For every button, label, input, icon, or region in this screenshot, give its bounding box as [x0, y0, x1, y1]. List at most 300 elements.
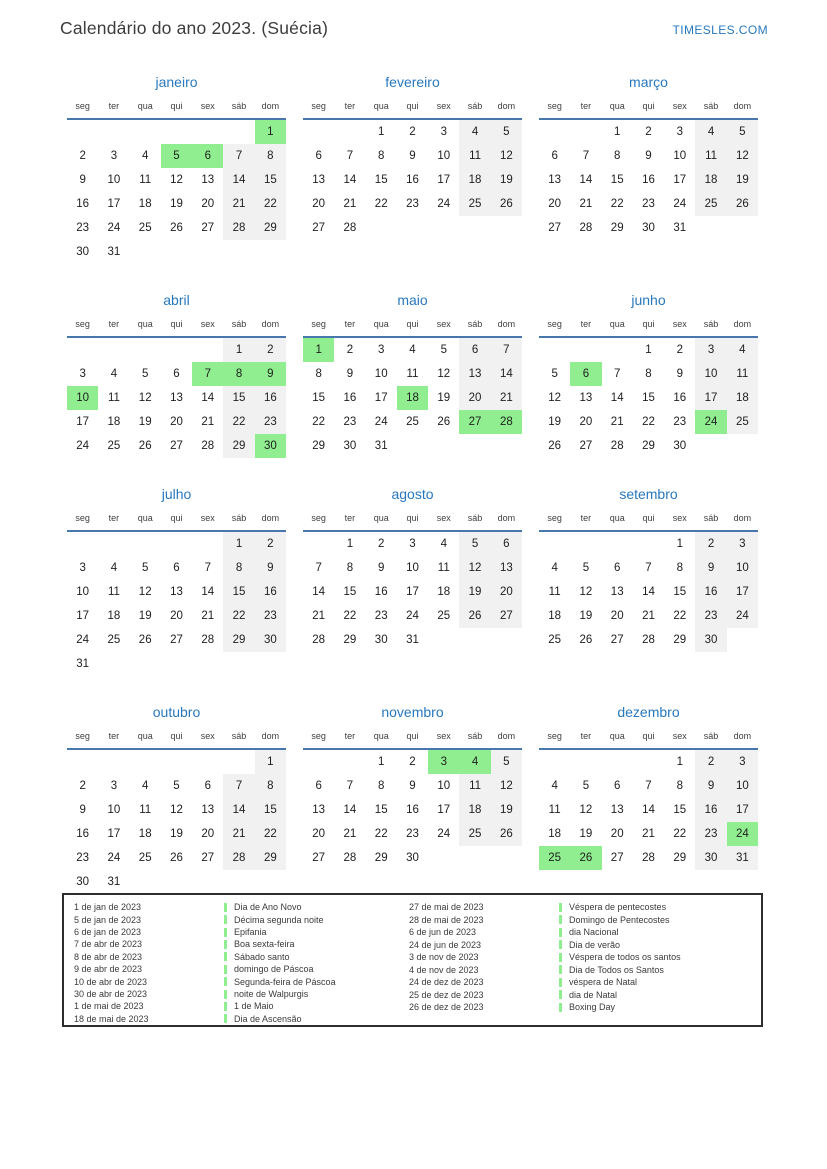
week-row	[67, 168, 286, 192]
day-cell: 21	[312, 610, 326, 622]
week-row	[67, 798, 286, 822]
legend-label: Véspera de pentecostes	[569, 902, 667, 913]
day-cell: 4	[459, 750, 490, 774]
legend-date: 30 de abr de 2023	[74, 989, 148, 1000]
weekday-header-cell: dom	[497, 101, 516, 111]
week-row	[67, 144, 286, 168]
legend-label: véspera de Natal	[569, 977, 638, 988]
month-calendar	[539, 482, 758, 652]
day-cell: 22	[312, 416, 326, 428]
week-row	[539, 556, 758, 580]
day-cell: 26	[170, 222, 183, 234]
legend-entry	[74, 913, 409, 925]
day-cell: 20	[548, 198, 562, 210]
weekday-header-cell: sex	[200, 319, 215, 329]
empty-day-cell	[303, 532, 334, 556]
empty-day-cell	[130, 870, 161, 894]
day-cell: 3	[727, 750, 758, 774]
day-cell: 6	[614, 780, 621, 792]
weekday-header-cell: ter	[344, 731, 356, 741]
day-cell: 1	[645, 344, 652, 356]
empty-day-cell	[98, 532, 129, 556]
week-row	[539, 580, 758, 604]
weekday-header-cell: sáb	[467, 319, 483, 329]
day-cell: 16	[76, 198, 90, 210]
legend-entry	[74, 938, 409, 950]
weekday-header-cell: seg	[311, 513, 326, 523]
day-cell: 23	[374, 610, 388, 622]
day-cell: 12	[548, 392, 562, 404]
empty-day-cell	[727, 434, 758, 458]
day-cell: 6	[173, 368, 180, 380]
day-cell: 28	[343, 852, 357, 864]
day-cell: 12	[491, 144, 522, 168]
legend-date: 10 de abr de 2023	[74, 976, 148, 987]
day-cell: 30	[255, 628, 286, 652]
empty-day-cell	[397, 434, 428, 458]
weekday-header-cell: ter	[580, 319, 592, 329]
day-cell: 19	[437, 392, 451, 404]
empty-day-cell	[161, 532, 192, 556]
empty-day-cell	[397, 216, 428, 240]
day-cell: 30	[343, 440, 357, 452]
day-cell: 6	[315, 780, 322, 792]
day-cell: 11	[437, 562, 450, 574]
weekday-header-cell: ter	[580, 101, 592, 111]
day-cell: 27	[312, 852, 326, 864]
empty-day-cell	[428, 846, 459, 870]
day-cell: 13	[459, 362, 490, 386]
day-cell: 22	[255, 192, 286, 216]
day-cell: 3	[727, 532, 758, 556]
weekday-header-row	[539, 314, 758, 338]
week-row	[303, 822, 522, 846]
timesles-link[interactable]: TIMESLES.COM	[672, 23, 768, 37]
day-cell: 8	[346, 562, 354, 574]
week-row	[303, 580, 522, 604]
day-cell: 9	[79, 174, 86, 186]
day-cell: 24	[695, 410, 726, 434]
day-cell: 1	[676, 538, 683, 550]
day-cell: 1	[614, 126, 621, 138]
day-cell: 16	[406, 174, 419, 186]
month-title: novembro	[381, 704, 444, 720]
legend-date: 28 de mai de 2023	[409, 914, 484, 925]
weekday-header-cell: dom	[497, 319, 516, 329]
day-cell: 3	[110, 780, 118, 792]
day-cell: 20	[579, 416, 593, 428]
day-cell: 25	[107, 634, 121, 646]
day-cell: 10	[673, 150, 687, 162]
day-cell: 21	[223, 192, 254, 216]
day-cell: 31	[107, 876, 121, 888]
weekday-header-cell: dom	[261, 101, 280, 111]
day-cell: 24	[437, 828, 451, 840]
day-cell: 2	[695, 532, 726, 556]
day-cell: 3	[79, 368, 86, 380]
day-cell: 11	[459, 774, 490, 798]
legend-date: 1 de jan de 2023	[74, 902, 142, 913]
legend-date: 6 de jun de 2023	[409, 927, 477, 938]
empty-day-cell	[303, 120, 334, 144]
weekday-header-row	[67, 726, 286, 750]
weekday-header-cell: qua	[609, 101, 625, 111]
day-cell: 19	[579, 828, 593, 840]
day-cell: 12	[579, 586, 593, 598]
weekday-header-cell: qui	[170, 319, 183, 329]
weekday-header-cell: sáb	[467, 731, 483, 741]
weekday-header-row	[303, 508, 522, 532]
day-cell: 25	[459, 822, 490, 846]
months-grid	[67, 70, 758, 894]
day-cell: 22	[642, 416, 655, 428]
day-cell: 26	[138, 634, 152, 646]
day-cell: 9	[255, 362, 286, 386]
weekday-header-cell: ter	[108, 513, 120, 523]
weekday-header-cell: seg	[547, 319, 562, 329]
day-cell: 3	[79, 562, 86, 574]
week-row	[303, 774, 522, 798]
legend-label: Dia de Ascensão	[234, 1013, 302, 1024]
day-cell: 4	[110, 368, 118, 380]
week-row	[539, 774, 758, 798]
day-cell: 22	[343, 610, 357, 622]
day-cell: 8	[255, 774, 286, 798]
day-cell: 11	[459, 144, 490, 168]
day-cell: 19	[170, 828, 183, 840]
month-calendar	[539, 700, 758, 870]
empty-day-cell	[695, 216, 726, 240]
week-row	[303, 846, 522, 870]
day-cell: 27	[201, 852, 215, 864]
empty-day-cell	[67, 338, 98, 362]
day-cell: 4	[551, 780, 558, 792]
day-cell: 8	[378, 780, 385, 792]
day-cell: 11	[107, 392, 120, 404]
day-cell: 26	[437, 416, 451, 428]
day-cell: 24	[437, 198, 451, 210]
week-row	[67, 628, 286, 652]
empty-day-cell	[602, 338, 633, 362]
legend-date: 4 de nov de 2023	[409, 964, 479, 975]
day-cell: 17	[76, 416, 90, 428]
day-cell: 23	[255, 410, 286, 434]
empty-day-cell	[539, 338, 570, 362]
day-cell: 6	[570, 362, 601, 386]
day-cell: 29	[673, 634, 687, 646]
legend-label: dia Nacional	[569, 927, 619, 938]
day-cell: 21	[610, 416, 624, 428]
empty-day-cell	[192, 870, 223, 894]
empty-day-cell	[602, 750, 633, 774]
day-cell: 3	[440, 126, 447, 138]
weekday-header-cell: ter	[344, 513, 356, 523]
day-cell: 22	[673, 828, 687, 840]
day-cell: 18	[548, 610, 562, 622]
empty-day-cell	[192, 120, 223, 144]
day-cell: 7	[346, 780, 354, 792]
day-cell: 27	[579, 440, 593, 452]
day-cell: 22	[223, 604, 254, 628]
day-cell: 24	[374, 416, 388, 428]
day-cell: 7	[223, 774, 254, 798]
day-cell: 17	[107, 828, 121, 840]
day-cell: 8	[614, 150, 621, 162]
day-cell: 13	[312, 804, 326, 816]
month-title: dezembro	[617, 704, 680, 720]
day-cell: 20	[170, 610, 183, 622]
day-cell: 7	[645, 562, 652, 574]
day-cell: 15	[223, 580, 254, 604]
day-cell: 8	[676, 562, 683, 574]
day-cell: 9	[695, 556, 726, 580]
day-cell: 24	[673, 198, 687, 210]
day-cell: 21	[642, 610, 655, 622]
week-row	[539, 192, 758, 216]
holiday-marker-icon	[224, 928, 227, 937]
weekday-header-cell: ter	[108, 101, 120, 111]
legend-label: 1 de Maio	[234, 1001, 274, 1012]
empty-day-cell	[539, 532, 570, 556]
day-cell: 5	[173, 780, 180, 792]
weekday-header-cell: seg	[75, 319, 90, 329]
day-cell: 27	[170, 634, 183, 646]
day-cell: 7	[223, 144, 254, 168]
day-cell: 3	[110, 150, 118, 162]
holiday-marker-icon	[559, 953, 562, 962]
day-cell: 30	[374, 634, 388, 646]
legend-date: 7 de abr de 2023	[74, 939, 143, 950]
day-cell: 27	[491, 604, 522, 628]
empty-day-cell	[459, 434, 490, 458]
holiday-marker-icon	[224, 1014, 227, 1023]
day-cell: 17	[107, 198, 121, 210]
day-cell: 23	[642, 198, 655, 210]
day-cell: 30	[673, 440, 687, 452]
day-cell: 1	[378, 756, 385, 768]
day-cell: 26	[459, 604, 490, 628]
weekday-header-cell: ter	[580, 513, 592, 523]
day-cell: 15	[673, 586, 687, 598]
day-cell: 1	[223, 532, 254, 556]
day-cell: 31	[727, 846, 758, 870]
legend-column	[74, 901, 409, 1025]
day-cell: 9	[378, 562, 385, 574]
day-cell: 16	[695, 580, 726, 604]
weekday-header-cell: sáb	[703, 101, 719, 111]
day-cell: 29	[343, 634, 357, 646]
weekday-header-row	[539, 96, 758, 120]
weekday-header-cell: qua	[137, 319, 153, 329]
day-cell: 19	[727, 168, 758, 192]
legend-label: noite de Walpurgis	[234, 989, 309, 1000]
empty-day-cell	[255, 870, 286, 894]
week-row	[303, 628, 522, 652]
day-cell: 27	[459, 410, 490, 434]
day-cell: 4	[409, 344, 416, 356]
day-cell: 15	[374, 804, 388, 816]
day-cell: 9	[695, 774, 726, 798]
day-cell: 10	[67, 386, 98, 410]
month-title: junho	[631, 292, 666, 308]
empty-day-cell	[334, 750, 365, 774]
day-cell: 5	[491, 750, 522, 774]
week-row	[67, 750, 286, 774]
week-row	[303, 556, 522, 580]
day-cell: 30	[406, 852, 419, 864]
day-cell: 25	[539, 846, 570, 870]
empty-day-cell	[570, 532, 601, 556]
empty-day-cell	[602, 532, 633, 556]
week-row	[67, 822, 286, 846]
empty-day-cell	[130, 240, 161, 264]
day-cell: 28	[312, 634, 326, 646]
day-cell: 14	[579, 174, 593, 186]
day-cell: 4	[727, 338, 758, 362]
weekday-header-cell: ter	[580, 731, 592, 741]
weekday-header-cell: dom	[733, 101, 752, 111]
empty-day-cell	[130, 120, 161, 144]
legend-entry	[409, 951, 681, 964]
legend-entry	[409, 939, 681, 952]
day-cell: 5	[491, 120, 522, 144]
day-cell: 7	[582, 150, 590, 162]
week-row	[539, 604, 758, 628]
day-cell: 28	[223, 216, 254, 240]
legend-label: Décima segunda noite	[234, 914, 324, 925]
week-row	[67, 338, 286, 362]
day-cell: 13	[610, 586, 624, 598]
weekday-header-cell: dom	[733, 319, 752, 329]
empty-day-cell	[130, 338, 161, 362]
empty-day-cell	[491, 846, 522, 870]
day-cell: 14	[223, 168, 254, 192]
day-cell: 6	[614, 562, 621, 574]
weekday-header-cell: qua	[609, 731, 625, 741]
day-cell: 25	[107, 440, 121, 452]
legend-date: 9 de abr de 2023	[74, 964, 143, 975]
day-cell: 19	[579, 610, 593, 622]
day-cell: 11	[695, 144, 726, 168]
day-cell: 13	[579, 392, 593, 404]
weekday-header-cell: seg	[75, 101, 90, 111]
week-row	[67, 556, 286, 580]
day-cell: 22	[223, 410, 254, 434]
day-cell: 10	[76, 586, 90, 598]
day-cell: 1	[346, 538, 354, 550]
empty-day-cell	[539, 750, 570, 774]
weekday-header-cell: ter	[344, 319, 356, 329]
day-cell: 18	[548, 828, 562, 840]
weekday-header-cell: qui	[170, 513, 183, 523]
weekday-header-cell: qui	[406, 731, 419, 741]
day-cell: 18	[138, 828, 152, 840]
week-row	[539, 750, 758, 774]
weekday-header-cell: sáb	[703, 513, 719, 523]
day-cell: 2	[645, 126, 652, 138]
day-cell: 18	[459, 798, 490, 822]
weekday-header-cell: qui	[642, 101, 655, 111]
day-cell: 13	[491, 556, 522, 580]
day-cell: 17	[437, 804, 451, 816]
day-cell: 17	[437, 174, 451, 186]
day-cell: 18	[107, 610, 121, 622]
weekday-header-cell: sáb	[703, 731, 719, 741]
day-cell: 11	[107, 586, 120, 598]
day-cell: 16	[343, 392, 357, 404]
day-cell: 1	[255, 750, 286, 774]
day-cell: 5	[582, 562, 590, 574]
empty-day-cell	[727, 628, 758, 652]
month-title: agosto	[391, 486, 434, 502]
legend-entry	[74, 1000, 409, 1012]
weekday-header-cell: sáb	[467, 101, 483, 111]
day-cell: 21	[201, 610, 215, 622]
day-cell: 26	[170, 852, 183, 864]
weekday-header-row	[303, 96, 522, 120]
day-cell: 29	[374, 852, 388, 864]
day-cell: 2	[695, 750, 726, 774]
weekday-header-row	[539, 508, 758, 532]
day-cell: 27	[548, 222, 562, 234]
day-cell: 14	[201, 392, 215, 404]
day-cell: 18	[107, 416, 121, 428]
legend-label: domingo de Páscoa	[234, 964, 314, 975]
day-cell: 28	[491, 410, 522, 434]
weekday-header-row	[539, 726, 758, 750]
weekday-header-cell: qui	[642, 731, 655, 741]
empty-day-cell	[161, 338, 192, 362]
day-cell: 30	[76, 246, 90, 258]
week-row	[67, 774, 286, 798]
empty-day-cell	[570, 338, 601, 362]
weekday-header-cell: sáb	[467, 513, 483, 523]
week-row	[539, 362, 758, 386]
day-cell: 26	[491, 192, 522, 216]
day-cell: 7	[315, 562, 322, 574]
day-cell: 5	[142, 368, 149, 380]
week-row	[539, 434, 758, 458]
day-cell: 24	[406, 610, 419, 622]
day-cell: 28	[642, 634, 655, 646]
weekday-header-cell: sex	[436, 513, 451, 523]
day-cell: 4	[440, 538, 447, 550]
day-cell: 4	[110, 562, 118, 574]
week-row	[303, 120, 522, 144]
day-cell: 15	[642, 392, 655, 404]
week-row	[539, 144, 758, 168]
weekday-header-cell: sex	[672, 513, 687, 523]
holiday-marker-icon	[559, 978, 562, 987]
week-row	[539, 846, 758, 870]
day-cell: 9	[645, 150, 652, 162]
day-cell: 17	[374, 392, 388, 404]
empty-day-cell	[67, 750, 98, 774]
day-cell: 10	[107, 804, 121, 816]
day-cell: 11	[727, 362, 758, 386]
day-cell: 10	[695, 362, 726, 386]
day-cell: 14	[642, 586, 655, 598]
day-cell: 21	[642, 828, 655, 840]
weekday-header-cell: sex	[200, 513, 215, 523]
day-cell: 21	[579, 198, 593, 210]
day-cell: 4	[695, 120, 726, 144]
day-cell: 17	[406, 586, 419, 598]
holiday-marker-icon	[559, 965, 562, 974]
weekday-header-cell: sex	[672, 319, 687, 329]
day-cell: 12	[170, 174, 183, 186]
day-cell: 15	[673, 804, 687, 816]
